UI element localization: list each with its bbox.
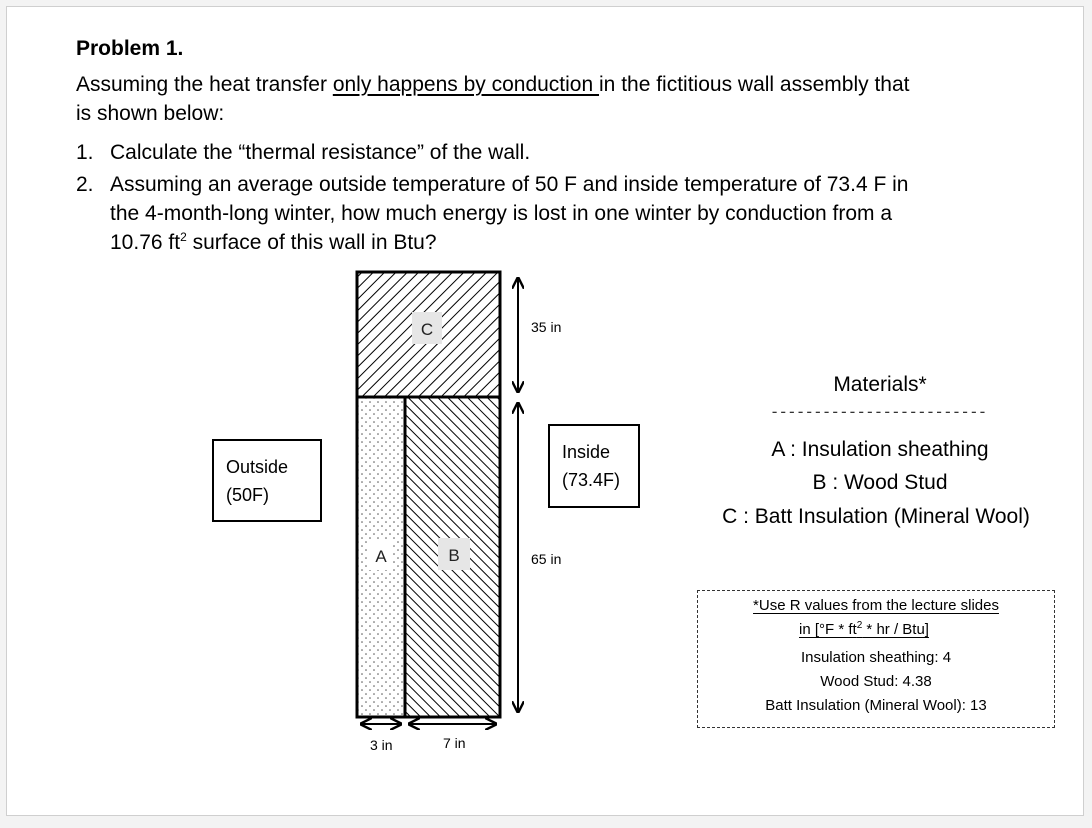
dimension-label-b-width: 7 in bbox=[443, 735, 466, 751]
note-line-2 bbox=[686, 621, 1042, 638]
material-item-a: A : Insulation sheathing bbox=[771, 438, 989, 461]
intro-text-underlined: only happens by conduction bbox=[332, 73, 600, 96]
note-value-wood-stud: Wood Stud: 4.38 bbox=[820, 673, 932, 690]
inside-box bbox=[548, 424, 640, 508]
materials-divider: ------------------------- bbox=[771, 402, 989, 421]
note-line-1: *Use R values from the lecture slides bbox=[753, 597, 999, 614]
material-item-b: B : Wood Stud bbox=[812, 471, 948, 494]
materials-title: Materials* bbox=[833, 373, 927, 396]
problem-intro-line-2: is shown below: bbox=[76, 102, 225, 125]
question-1-text: Calculate the “thermal resistance” of the wall. bbox=[110, 141, 531, 164]
dimension-label-top-height: 35 in bbox=[531, 319, 562, 335]
intro-text-post: in the fictitious wall assembly that bbox=[599, 73, 910, 96]
intro-text-pre: Assuming the heat transfer bbox=[76, 73, 333, 96]
question-2-line-3-post: surface of this wall in Btu? bbox=[186, 231, 437, 254]
question-2-line-1: Assuming an average outside temperature of 50 F and inside temperature of 73.4 F in bbox=[110, 173, 909, 196]
outside-temperature: (50F) bbox=[226, 485, 270, 505]
region-a-label: A bbox=[375, 547, 387, 566]
dimension-label-bottom-height: 65 in bbox=[531, 551, 562, 567]
note-value-insulation-sheathing: Insulation sheathing: 4 bbox=[800, 649, 952, 666]
region-b-label: B bbox=[448, 546, 460, 565]
question-2-line-2: the 4-month-long winter, how much energy is lost in one winter by conduction from a bbox=[110, 202, 893, 225]
note-value-batt-insulation: Batt Insulation (Mineral Wool): 13 bbox=[765, 697, 987, 714]
r-values-note-box bbox=[697, 590, 1055, 728]
inside-temperature: (73.4F) bbox=[562, 470, 621, 490]
question-1-number: 1. bbox=[76, 141, 94, 164]
question-2-line-3-pre: 10.76 ft bbox=[110, 231, 181, 254]
note-line-2-post: * hr / Btu] bbox=[862, 621, 929, 638]
outside-box bbox=[212, 439, 322, 522]
problem-title: Problem 1. bbox=[76, 37, 184, 60]
dimension-label-a-width: 3 in bbox=[370, 737, 393, 753]
superscript: 2 bbox=[180, 230, 187, 244]
note-line-2-pre: in [°F * ft bbox=[799, 621, 857, 638]
material-item-c: C : Batt Insulation (Mineral Wool) bbox=[722, 505, 1030, 528]
question-2-number: 2. bbox=[76, 173, 94, 196]
outside-label: Outside bbox=[226, 457, 289, 477]
region-c-label: C bbox=[420, 320, 434, 339]
note-superscript: 2 bbox=[856, 620, 863, 631]
inside-label: Inside bbox=[562, 442, 611, 462]
